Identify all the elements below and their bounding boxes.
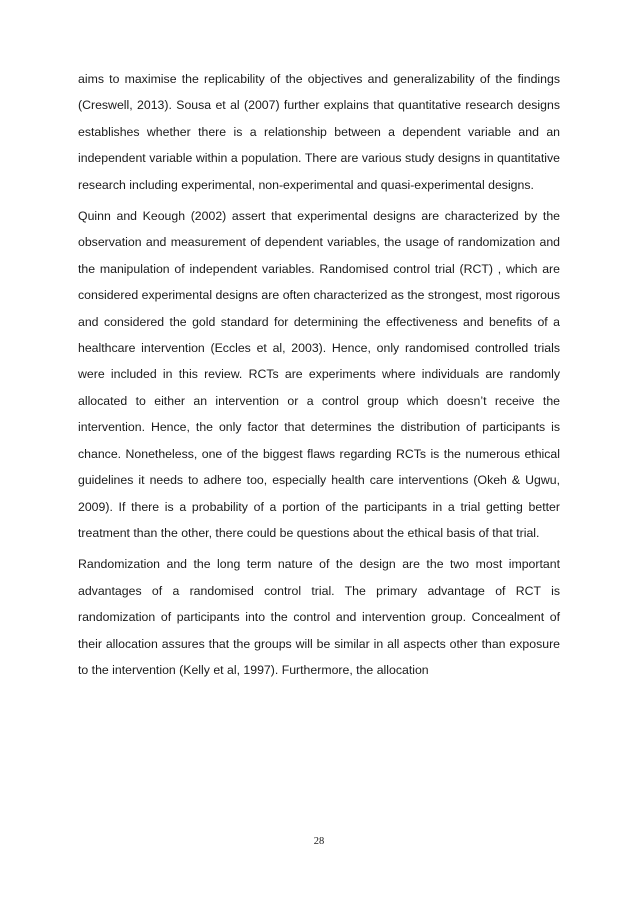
page-number: 28 <box>313 836 325 847</box>
body-text <box>78 66 560 683</box>
paragraph-randomization: Randomization and the long term nature of the design are the two most important advantages of a randomised control trial. The primary advantage of RCT is randomization of participants into the control and intervention group. Concealment of their allocation assures that the groups will be similar in all aspects other than exposure to the intervention (Kelly et al, 1997). Furthermore, the allocation <box>78 557 560 677</box>
paragraph-experimental-designs: Quinn and Keough (2002) assert that experimental designs are characterized by the observation and measurement of dependent variables, the usage of randomization and the manipulation of independent variables. Randomised control trial (RCT) , which are considered experimental designs are often characterized as the strongest, most rigorous and considered the gold standard for determining the effectiveness and benefits of a healthcare intervention (Eccles et al, 2003). Hence, only randomised controlled trials were included in this review. RCTs are experiments where individuals are randomly allocated to either an intervention or a control group which doesn’t receive the intervention. Hence, the only factor that determines the distribution of participants is chance. Nonetheless, one of the biggest flaws regarding RCTs is the numerous ethical guidelines it needs to adhere too, especially health care interventions (Okeh & Ugwu, 2009). If there is a probability of a portion of the participants in a trial getting better treatment than the other, there could be questions about the ethical basis of that trial. <box>78 209 560 540</box>
paragraph-study-designs: aims to maximise the replicability of the objectives and generalizability of the findings (Creswell, 2013). Sousa et al (2007) further explains that quantitative research designs establishes whether there is a relationship between a dependent variable and an independent variable within a population. There are various study designs in quantitative research including experimental, non-experimental and quasi-experimental designs. <box>78 72 560 192</box>
